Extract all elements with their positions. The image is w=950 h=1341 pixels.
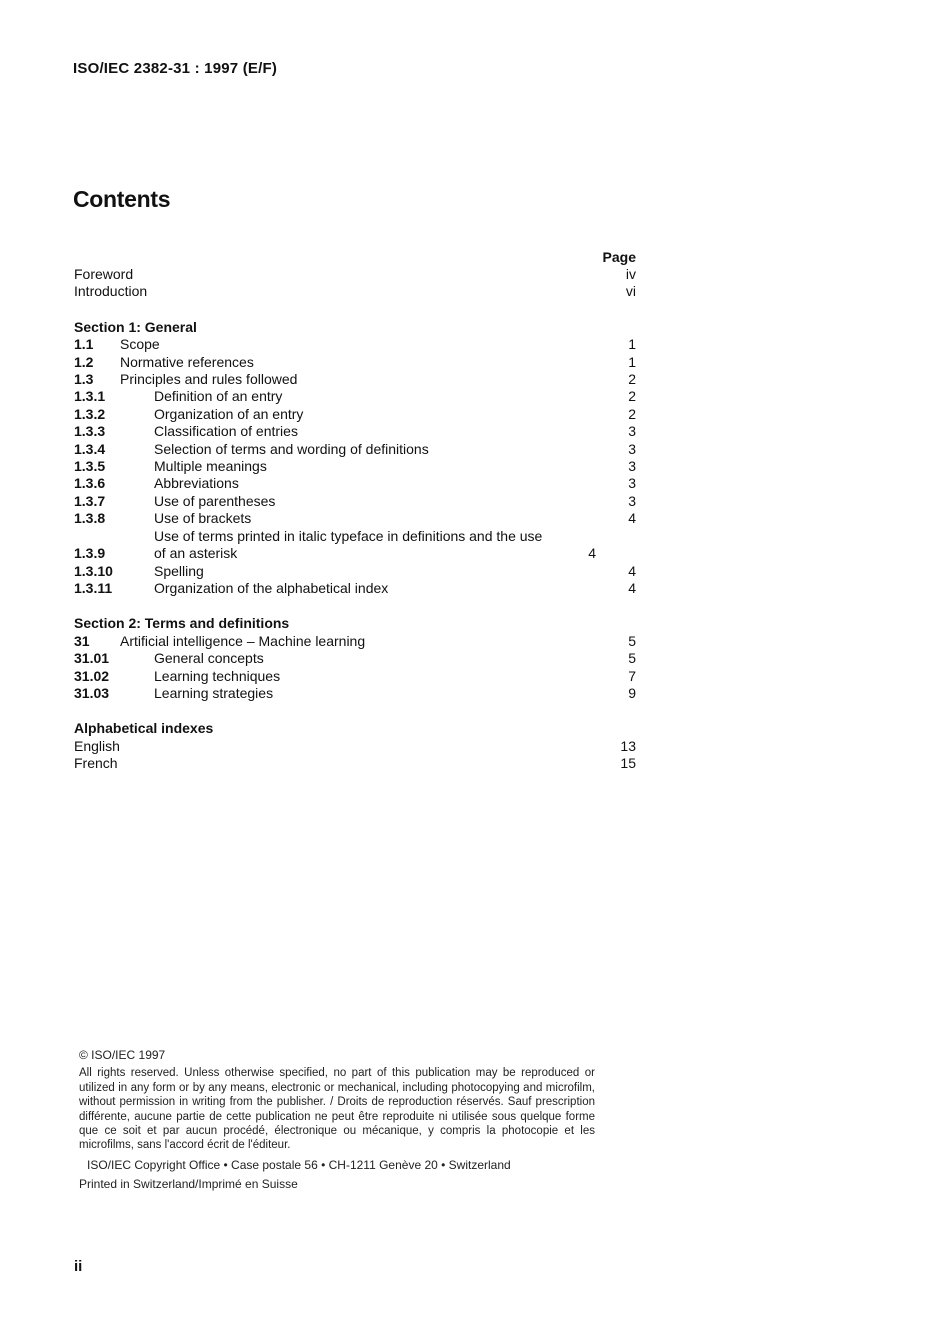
toc-entry-number: 31.03: [74, 684, 110, 701]
toc-entry[interactable]: [74, 354, 636, 371]
toc-entry-number: 1.3.7: [74, 492, 106, 509]
page-title: Contents: [73, 186, 171, 212]
toc-entry-page: vi: [625, 283, 636, 300]
toc-entry-title: General concepts: [154, 650, 264, 667]
toc-entry[interactable]: [74, 441, 636, 458]
toc-entry[interactable]: [74, 633, 636, 650]
toc-entry-number: 1.3.5: [74, 458, 106, 475]
toc-entry-number: 1.3.10: [74, 562, 113, 579]
toc-entry[interactable]: [74, 528, 636, 563]
printed-in: Printed in Switzerland/Imprimé en Suisse: [79, 1177, 298, 1192]
toc-front-matter: [74, 266, 636, 301]
toc-entry-page: 1: [628, 353, 636, 370]
toc-entry-title: Normative references: [120, 353, 254, 370]
toc-entry-title: English: [74, 737, 120, 754]
index-entries: [74, 738, 636, 773]
toc-entry-page: iv: [625, 266, 636, 282]
toc-entry-number: 1.3.6: [74, 475, 106, 492]
toc-entry-page: 2: [628, 388, 636, 405]
toc-entry[interactable]: [74, 668, 636, 685]
toc-entry-page: 2: [628, 371, 636, 388]
toc-entry-page: 4: [588, 545, 596, 562]
toc-entry[interactable]: [74, 510, 636, 527]
toc-entry-title: Learning strategies: [154, 684, 274, 701]
toc-entry[interactable]: [74, 563, 636, 580]
toc-entry-number: 31.02: [74, 667, 110, 684]
toc-entry-title: Multiple meanings: [154, 458, 267, 475]
toc-entry-page: 7: [628, 667, 636, 684]
toc-entry[interactable]: [74, 371, 636, 388]
toc-entry-page: 2: [628, 405, 636, 422]
toc-entry-page: 13: [620, 737, 636, 754]
toc-entry[interactable]: [74, 458, 636, 475]
copyright-office-address: ISO/IEC Copyright Office • Case postale 56 • CH-1211 Genève 20 • Switzerland: [87, 1157, 511, 1172]
toc-entry-page: 4: [628, 562, 636, 579]
toc-entry[interactable]: [74, 685, 636, 702]
toc-entry-number: 1.3.8: [74, 510, 106, 527]
toc-entry-title: Use of terms printed in italic typeface in definitions and the use of an asterisk: [154, 527, 543, 562]
copyright-line: © ISO/IEC 1997: [79, 1048, 166, 1062]
page-column-label: Page: [602, 249, 636, 265]
toc-entry[interactable]: [74, 423, 636, 440]
toc-entry-page: 4: [628, 510, 636, 527]
section-1-entries: [74, 336, 636, 597]
toc-entry-title: Learning techniques: [154, 667, 281, 684]
toc-entry-title: Use of brackets: [154, 510, 252, 527]
toc-entry-introduction[interactable]: [74, 283, 636, 300]
toc-entry-number: 1.3.2: [74, 405, 106, 422]
toc-entry-title: Use of parentheses: [154, 492, 276, 509]
page-number: ii: [74, 1258, 83, 1275]
table-of-contents: [74, 249, 636, 773]
toc-entry-number: 1.3.9: [74, 545, 106, 562]
toc-entry-title: Classification of entries: [154, 423, 298, 440]
copyright-body: All rights reserved. Unless otherwise specified, no part of this publication may be reproduced or utilized in any form or by any means, electronic or mechanical, including photocopying and microfilm, without permission in writing from the publisher. / Droits de reproduction réservés. Sauf prescription différente, aucune partie de cette publication ne peut être reproduite ni utilisée sous quelque forme que ce soit et par aucun procédé, électronique ou mécanique, y compris la photocopie et les microfilms, sans l'accord écrit de l'éditeur.: [79, 1067, 595, 1152]
section-2-heading: Section 2: Terms and definitions: [74, 615, 290, 632]
toc-entry-number: 1.1: [74, 336, 94, 353]
toc-entry-number: 31: [74, 632, 90, 649]
toc-entry-title: Artificial intelligence – Machine learning: [120, 632, 366, 649]
toc-entry[interactable]: [74, 755, 636, 772]
toc-entry-number: 1.3.3: [74, 423, 106, 440]
section-2-entries: [74, 633, 636, 703]
toc-entry-title: Spelling: [154, 562, 204, 579]
toc-entry[interactable]: [74, 406, 636, 423]
toc-entry-number: 1.3.1: [74, 388, 106, 405]
toc-entry-title: Foreword: [74, 266, 134, 282]
toc-entry-page: 3: [628, 440, 636, 457]
toc-entry-page: 5: [628, 632, 636, 649]
toc-entry-page: 4: [628, 579, 636, 596]
toc-entry-title: Selection of terms and wording of definitions: [154, 440, 429, 457]
toc-entry[interactable]: [74, 336, 636, 353]
copyright-notice: [79, 1048, 595, 1192]
toc-entry-page: 3: [628, 458, 636, 475]
toc-entry-title: French: [74, 755, 118, 772]
toc-entry-page: 3: [628, 492, 636, 509]
toc-entry-page: 15: [620, 755, 636, 772]
toc-entry-number: 1.3.11: [74, 579, 113, 596]
toc-entry[interactable]: [74, 493, 636, 510]
toc-entry-page: 3: [628, 423, 636, 440]
toc-entry-title: Organization of an entry: [154, 405, 304, 422]
toc-entry-title: Principles and rules followed: [120, 371, 298, 388]
toc-entry[interactable]: [74, 738, 636, 755]
toc-entry-number: 1.2: [74, 353, 94, 370]
toc-entry-page: 1: [628, 336, 636, 353]
toc-entry-page: 3: [628, 475, 636, 492]
toc-entry[interactable]: [74, 650, 636, 667]
toc-entry[interactable]: [74, 475, 636, 492]
toc-entry-page: 9: [628, 684, 636, 701]
section-1-heading: Section 1: General: [74, 318, 197, 335]
toc-entry-title: Organization of the alphabetical index: [154, 579, 389, 596]
toc-entry-number: 31.01: [74, 650, 110, 667]
toc-entry-title: Definition of an entry: [154, 388, 283, 405]
toc-entry-number: 1.3.4: [74, 440, 106, 457]
toc-entry-title: Abbreviations: [154, 475, 239, 492]
toc-entry-foreword[interactable]: [74, 266, 636, 283]
toc-entry-title: Scope: [120, 336, 160, 353]
indexes-heading: Alphabetical indexes: [74, 720, 214, 737]
toc-entry-page: 5: [628, 650, 636, 667]
toc-entry-number: 1.3: [74, 371, 94, 388]
toc-entry-title: Introduction: [74, 283, 148, 300]
toc-entry[interactable]: [74, 580, 636, 597]
toc-entry[interactable]: [74, 388, 636, 405]
document-id-header: ISO/IEC 2382-31 : 1997 (E/F): [73, 60, 278, 77]
